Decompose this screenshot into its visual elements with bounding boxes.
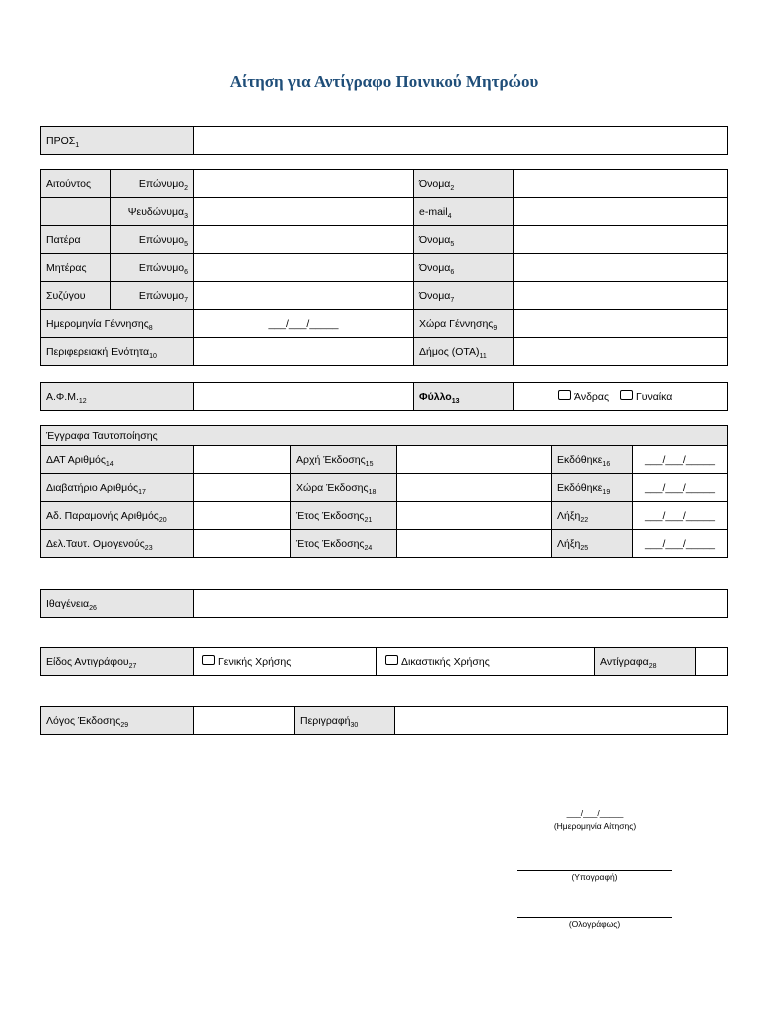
expat-id-year-label: Έτος Έκδοσης$_{24}$ xyxy=(291,530,397,558)
female-checkbox[interactable] xyxy=(620,390,633,400)
father-name-label: Όνομα$_5$ xyxy=(414,226,514,254)
full-name-caption: (Ολογράφως) xyxy=(568,919,621,929)
reason-label: Λόγος Έκδοσης$_{29}$ xyxy=(41,707,194,735)
alias-label: Ψευδώνυμα$_3$ xyxy=(111,198,194,226)
signature-line[interactable] xyxy=(517,870,672,871)
region-field[interactable] xyxy=(194,338,414,366)
general-use-option[interactable]: Γενικής Χρήσης xyxy=(194,648,377,676)
passport-issued-label: Εκδόθηκε$_{19}$ xyxy=(552,474,633,502)
residence-permit-year-field[interactable] xyxy=(397,502,552,530)
mother-surname-label: Επώνυμο$_6$ xyxy=(111,254,194,282)
spouse-label: Συζύγου xyxy=(41,282,111,310)
afm-table xyxy=(40,382,728,411)
judicial-use-checkbox[interactable] xyxy=(385,655,398,665)
copies-label: Αντίγραφα$_{28}$ xyxy=(595,648,696,676)
residence-permit-number-field[interactable] xyxy=(194,502,291,530)
birthdate-label: Ημερομηνία Γέννησης$_8$ xyxy=(41,310,194,338)
id-card-authority-field[interactable] xyxy=(397,446,552,474)
mother-name-field[interactable] xyxy=(514,254,728,282)
municipality-label: Δήμος $(OTA)_{11}$ xyxy=(414,338,514,366)
full-name-line[interactable] xyxy=(517,917,672,918)
applicant-name-field[interactable] xyxy=(514,170,728,198)
id-documents-header: Έγγραφα Ταυτοποίησης xyxy=(41,426,728,446)
male-label: Άνδρας xyxy=(574,391,610,403)
applicant-label: Αιτούντος xyxy=(41,170,111,198)
birthdate-field[interactable]: ___/___/_____ xyxy=(194,310,414,338)
passport-country-label: Χώρα Έκδοσης$_{18}$ xyxy=(291,474,397,502)
birth-country-label: Χώρα Γέννησης$_9$ xyxy=(414,310,514,338)
copy-type-table xyxy=(40,647,728,676)
nationality-table xyxy=(40,589,728,618)
applicant-label-empty xyxy=(41,198,111,226)
name-label: Όνομα$_2$ xyxy=(414,170,514,198)
description-label: Περιγραφή$_{30}$ xyxy=(295,707,395,735)
general-use-checkbox[interactable] xyxy=(202,655,215,665)
sex-label: Φύλλο$_{13}$ xyxy=(414,383,514,411)
spouse-surname-label: Επώνυμο$_7$ xyxy=(111,282,194,310)
reason-field[interactable] xyxy=(194,707,295,735)
residence-permit-expiry-label: Λήξη$_{22}$ xyxy=(552,502,633,530)
female-label: Γυναίκα xyxy=(635,391,673,403)
application-date-field[interactable]: ___/___/_____ xyxy=(566,808,624,818)
sex-options xyxy=(514,383,728,411)
father-surname-label: Επώνυμο$_5$ xyxy=(111,226,194,254)
spouse-name-label: Όνομα$_7$ xyxy=(414,282,514,310)
recipient-table xyxy=(40,126,728,155)
afm-field[interactable] xyxy=(194,383,414,411)
expat-id-expiry-field[interactable]: ___/___/_____ xyxy=(633,530,728,558)
expat-id-label: Δελ.Ταυτ. Ομογενούς$_{23}$ xyxy=(41,530,194,558)
applicant-surname-field[interactable] xyxy=(194,170,414,198)
id-card-number-label: ΔΑΤ Αριθμός$_{14}$ xyxy=(41,446,194,474)
email-field[interactable] xyxy=(514,198,728,226)
description-field[interactable] xyxy=(395,707,728,735)
signature-caption: (Υπογραφή) xyxy=(571,872,618,882)
alias-field[interactable] xyxy=(194,198,414,226)
father-label: Πατέρα xyxy=(41,226,111,254)
region-label: Περιφερειακή Ενότητα$_{10}$ xyxy=(41,338,194,366)
father-name-field[interactable] xyxy=(514,226,728,254)
mother-surname-field[interactable] xyxy=(194,254,414,282)
recipient-label: $\Pi PO\Sigma_1$ xyxy=(41,127,194,155)
applicant-table xyxy=(40,169,728,366)
surname-label: Επώνυμο$_2$ xyxy=(111,170,194,198)
copy-type-label: Είδος Αντιγράφου$_{27}$ xyxy=(41,648,194,676)
judicial-use-option[interactable]: Δικαστικής Χρήσης xyxy=(377,648,595,676)
spouse-surname-field[interactable] xyxy=(194,282,414,310)
municipality-field[interactable] xyxy=(514,338,728,366)
id-card-number-field[interactable] xyxy=(194,446,291,474)
residence-permit-expiry-field[interactable]: ___/___/_____ xyxy=(633,502,728,530)
mother-name-label: Όνομα$_6$ xyxy=(414,254,514,282)
residence-permit-number-label: Αδ. Παραμονής Αριθμός$_{20}$ xyxy=(41,502,194,530)
email-label: e-mail$_4$ xyxy=(414,198,514,226)
copies-field[interactable] xyxy=(696,648,728,676)
application-date-caption: (Ημερομηνία Αίτησης) xyxy=(553,821,637,831)
id-card-authority-label: Αρχή Έκδοσης$_{15}$ xyxy=(291,446,397,474)
form-title: Αίτηση για Αντίγραφο Ποινικού Μητρώου xyxy=(229,72,539,91)
passport-country-field[interactable] xyxy=(397,474,552,502)
id-card-issued-field[interactable]: ___/___/_____ xyxy=(633,446,728,474)
birth-country-field[interactable] xyxy=(514,310,728,338)
spouse-name-field[interactable] xyxy=(514,282,728,310)
passport-number-field[interactable] xyxy=(194,474,291,502)
father-surname-field[interactable] xyxy=(194,226,414,254)
male-checkbox[interactable] xyxy=(558,390,571,400)
afm-label: $A.\Phi.M._{12}$ xyxy=(41,383,194,411)
nationality-field[interactable] xyxy=(194,590,728,618)
reason-table xyxy=(40,706,728,735)
id-card-issued-label: Εκδόθηκε$_{16}$ xyxy=(552,446,633,474)
residence-permit-year-label: Έτος Έκδοσης$_{21}$ xyxy=(291,502,397,530)
mother-label: Μητέρας xyxy=(41,254,111,282)
passport-issued-field[interactable]: ___/___/_____ xyxy=(633,474,728,502)
nationality-label: Ιθαγένεια$_{26}$ xyxy=(41,590,194,618)
expat-id-field[interactable] xyxy=(194,530,291,558)
passport-number-label: Διαβατήριο Αριθμός$_{17}$ xyxy=(41,474,194,502)
id-documents-table xyxy=(40,425,728,558)
expat-id-year-field[interactable] xyxy=(397,530,552,558)
recipient-field[interactable] xyxy=(194,127,728,155)
expat-id-expiry-label: Λήξη$_{25}$ xyxy=(552,530,633,558)
